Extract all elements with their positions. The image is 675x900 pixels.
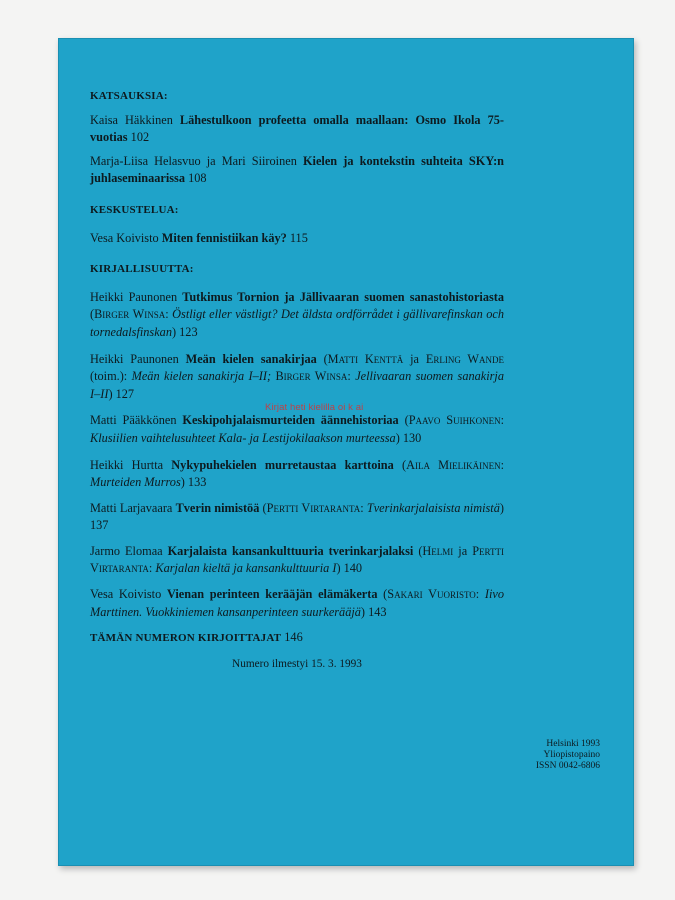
- reviewed-title: Karjalan kieltä ja kansankulttuuria I: [155, 561, 337, 576]
- entry-author: Jarmo Elomaa: [90, 543, 163, 558]
- reviewed-author: Matti Kenttä: [327, 351, 404, 366]
- reviewed-author: Helmi: [422, 543, 454, 558]
- entry-title: Tutkimus Tornion ja Jällivaaran suomen sanastohistoriasta: [182, 289, 505, 304]
- entry-page: 140: [343, 561, 363, 576]
- review-entry-3: Matti Pääkkönen Keskipohjalaismurteiden äännehistoriaa (Paavo Suihkonen: Klusiilien vaihtelusuhteet Kala- ja Lestijokilaakson murteessa) 130: [90, 413, 505, 445]
- entry-page: 137: [90, 518, 109, 533]
- imprint: [480, 739, 600, 772]
- reviewed-title: Klusiilien vaihtelusuhteet Kala- ja Lestijokilaakson murteessa: [90, 430, 396, 445]
- review-entry-4: Heikki Hurtta Nykypuhekielen murretaustaa karttoina (Aila Mielikäinen: Murteiden Murros) 133: [90, 457, 505, 490]
- reviewed-author: Pertti Virtaranta: [266, 500, 361, 515]
- entry-author: Heikki Paunonen: [90, 351, 179, 366]
- reviewed-title: Murteiden Murros: [90, 475, 181, 490]
- entry-page: 108: [188, 171, 207, 186]
- reviewed-author: Paavo Suihkonen: [408, 413, 501, 428]
- entry-page: 133: [187, 475, 207, 490]
- review-entry-5: Matti Larjavaara Tverin nimistöä (Pertti Virtaranta: Tverinkarjalaisista nimistä) 137: [90, 500, 504, 533]
- entry-page: 102: [130, 130, 150, 145]
- section-heading-keskustelua: KESKUSTELUA:: [90, 203, 179, 216]
- entry-title: Tverin nimistöä: [175, 500, 260, 515]
- entry-title: Nykypuhekielen murretaustaa karttoina: [171, 457, 394, 472]
- imprint-printer: Yliopistopaino: [543, 750, 600, 760]
- entry-author: Marja-Liisa Helasvuo ja Mari Siiroinen: [90, 153, 297, 168]
- reviewed-title: Östligt eller västligt? Det äldsta ordförrådet i gällivarefinskan och tornedalsfinskan: [90, 307, 504, 339]
- reviewed-author-2: Pertti Virtaranta: [90, 543, 504, 576]
- reviewed-author: Sakari Vuoristo: [387, 587, 476, 602]
- reviewed-author-3: Birger Winsa: [275, 369, 348, 384]
- entry-katsauksia-2: [90, 153, 504, 188]
- entry-title: Keskipohjalaismurteiden äännehistoriaa: [182, 413, 399, 428]
- entry-author: Matti Larjavaara: [90, 500, 173, 515]
- reviewed-title: Meän kielen sanakirja I–II;: [131, 369, 272, 384]
- section-heading-kirjallisuutta: KIRJALLISUUTTA:: [90, 263, 194, 276]
- entry-page: 123: [179, 324, 198, 339]
- entry-author: Kaisa Häkkinen: [90, 112, 173, 127]
- entry-keskustelua-1: [90, 230, 504, 248]
- issue-date: Numero ilmestyi 15. 3. 1993: [232, 657, 362, 670]
- section-heading-katsauksia: KATSAUKSIA:: [90, 90, 168, 102]
- entry-title: Lähestulkoon profeetta omalla maallaan: Osmo Ikola 75-vuotias: [90, 112, 504, 145]
- entry-title: Karjalaista kansankulttuuria tverinkarjalaksi: [167, 543, 414, 558]
- reviewed-title-2: Jellivaaran suomen sanakirja I–II: [90, 369, 504, 401]
- entry-title: Kielen ja kontekstin suhteita SKY:n juhlaseminaarissa: [90, 153, 504, 186]
- entry-page: 130: [402, 430, 422, 445]
- reviewed-author: Aila Mielikäinen: [406, 457, 501, 472]
- contents-list: [90, 88, 504, 673]
- review-entry-1: Heikki Paunonen Tutkimus Tornion ja Jällivaaran suomen sanastohistoriasta (Birger Winsa: Östligt eller västligt? Det äldsta ordförrådet i gällivarefinskan och tornedalsfinskan) 123: [90, 289, 505, 339]
- entry-katsauksia-1: [90, 112, 504, 147]
- entry-page: 146: [284, 630, 303, 645]
- review-entry-6: Jarmo Elomaa Karjalaista kansankulttuuria tverinkarjalaksi (Helmi ja Pertti Virtaranta: Karjalan kieltä ja kansankulttuuria I) 140: [90, 543, 504, 576]
- entry-author: Heikki Hurtta: [90, 457, 164, 472]
- price-sticker-text: Kirjat heti kielilla oi k ai: [265, 402, 364, 413]
- imprint-city-year: Helsinki 1993: [546, 739, 600, 749]
- reviewed-author-2: Erling Wande: [425, 351, 505, 366]
- contributors-entry: [90, 629, 504, 648]
- reviewed-title: Tverinkarjalaisista nimistä: [366, 500, 500, 515]
- entry-page: 143: [368, 604, 387, 619]
- entry-title: Meän kielen sanakirjaa: [185, 351, 317, 366]
- section-heading-kirjoittajat: TÄMÄN NUMERON KIRJOITTAJAT: [90, 632, 282, 645]
- entry-author: Matti Pääkkönen: [90, 413, 177, 428]
- entry-title: Vienan perinteen kerääjän elämäkerta: [166, 587, 378, 602]
- entry-author: Heikki Paunonen: [90, 289, 178, 304]
- review-entry-7: Vesa Koivisto Vienan perinteen kerääjän elämäkerta (Sakari Vuoristo: Iivo Marttinen. Vuokkiniemen kansanperinteen suurkerääjä) 143: [90, 587, 505, 619]
- imprint-issn: ISSN 0042-6806: [535, 761, 600, 771]
- reviewed-author: Birger Winsa: [94, 307, 166, 322]
- entry-author: Vesa Koivisto: [90, 587, 162, 602]
- reviewed-title: Iivo Marttinen. Vuokkiniemen kansanperinteen suurkerääjä: [90, 587, 505, 619]
- entry-page: 115: [289, 230, 308, 245]
- entry-author: Vesa Koivisto: [90, 230, 159, 245]
- entry-page: 127: [115, 386, 135, 401]
- reviewed-note: (toim.):: [90, 369, 128, 384]
- review-entry-2: Heikki Paunonen Meän kielen sanakirjaa (Matti Kenttä ja Erling Wande (toim.): Meän kielen sanakirja I–II; Birger Winsa: Jellivaaran suomen sanakirja I–II) 127: [90, 351, 505, 401]
- entry-title: Miten fennistiikan käy?: [161, 230, 287, 245]
